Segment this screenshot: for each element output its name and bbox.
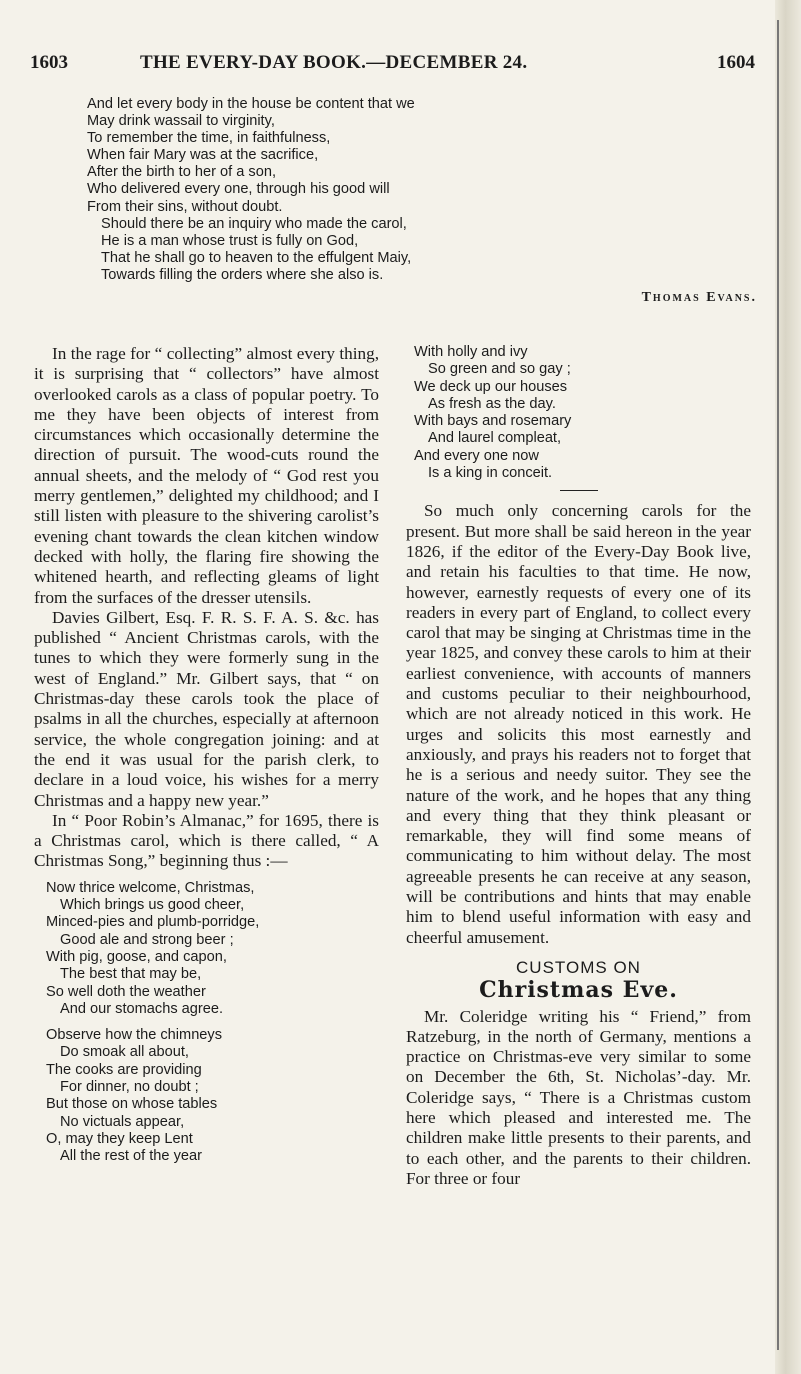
verse-line: With pig, goose, and capon, [46, 948, 227, 965]
poem-line: From their sins, without doubt. [87, 198, 283, 215]
verse-line: As fresh as the day. [428, 395, 556, 412]
verse-line: So green and so gay ; [428, 361, 571, 378]
poem-line: To remember the time, in faithfulness, [87, 130, 331, 147]
section-rule [560, 490, 598, 491]
adjacent-page-edge [775, 0, 801, 1374]
page-number-right: 1604 [717, 52, 755, 73]
verse-line: Which brings us good cheer, [60, 897, 245, 914]
verse-line: The best that may be, [60, 966, 202, 983]
right-column [406, 344, 751, 1189]
verse-line: We deck up our houses [414, 378, 568, 395]
paragraph: In “ Poor Robin’s Almanac,” for 1695, there is a Christmas carol, which is there called, “ A Christmas Song,” beginning thus :— [34, 810, 379, 871]
verse-line: Minced-pies and plumb-porridge, [46, 914, 260, 931]
verse-line: And every one now [414, 447, 539, 464]
carol-verse [34, 880, 379, 1166]
paragraph: Mr. Coleridge writing his “ Friend,” from Ratzeburg, in the north of Germany, mentions a practice on Christmas-eve very similar to some on December the 6th, St. Nicholas’-day. Mr. Coleridge says, “ There is a Christmas custom here which pleased and interested me. The children make little presents to their parents, and to each other, and the parents to their children. For three or four [406, 1006, 751, 1188]
verse-line: Now thrice welcome, Christmas, [46, 879, 255, 896]
stanza [46, 1027, 379, 1165]
verse-line: Is a king in conceit. [428, 465, 553, 482]
poem-line: Who delivered every one, through his good will [87, 181, 390, 198]
verse-line: Good ale and strong beer ; [60, 931, 234, 948]
verse-line: All the rest of the year [60, 1148, 202, 1165]
section-heading: CUSTOMS ON [516, 957, 641, 977]
page-number-left: 1603 [30, 52, 68, 73]
poem-signature: Thomas Evans. [641, 290, 757, 305]
verse-line: For dinner, no doubt ; [60, 1078, 199, 1095]
poem-line: And let every body in the house be content that we [87, 96, 415, 112]
poem-line: Should there be an inquiry who made the carol, [101, 215, 407, 232]
running-header [30, 52, 755, 78]
paragraph: So much only concerning carols for the present. But more shall be said hereon in the year 1826, if the editor of the Every-Day Book live, and retain his faculties to that time. He now, however, earnestly requests of every one of its readers in every part of England, to collect every carol that may be singing at Christmas time in the year 1825, and convey these carols to him at their earliest convenience, with accounts of manners and customs peculiar to their neighbourhood, which are not already noticed in this work. He urges and solicits this most earnestly and anxiously, and prays his readers not to forget that he is a serious and needy suitor. They see the nature of the work, and he hopes that any thing and every thing that they think pleasant or remarkable, they will find some means of communicating to him without delay. The most agreeable presents he can receive at any season, will be contributions and hints that may enable him to blend useful information with easy and cheerful amusement. [406, 501, 751, 947]
verse-line: But those on whose tables [46, 1096, 218, 1113]
paragraph: In the rage for “ collecting” almost every thing, it is surprising that “ collectors” have almost overlooked carols as a class of popular poetry. To me they have been objects of interest from circumstances which occasionally determine the direction of pursuit. The wood-cuts round the annual sheets, and the melody of “ God rest you merry gentlemen,” delighted my childhood; and I still listen with pleasure to the shivering carolist’s evening chant towards the clean kitchen window decked with holly, the flaring fire showing the whitened hearth, and reflecting gleams of light from the surfaces of the dresser utensils. [34, 344, 379, 607]
verse-line: O, may they keep Lent [46, 1130, 193, 1147]
poem-line: After the birth to her of a son, [87, 164, 277, 181]
paragraph: Davies Gilbert, Esq. F. R. S. F. A. S. &c. has published “ Ancient Christmas carols, with the tunes to which they were formerly sung in the west of England.” Mr. Gilbert says, that “ on Christmas-day these carols took the place of psalms in all the churches, especially at afternoon service, the whole congregation joining: and at the end it was usual for the parish clerk, to declare in a loud voice, his wishes for a merry Christmas and a happy new year.” [34, 607, 379, 810]
verse-line: With holly and ivy [414, 344, 528, 360]
verse-line: No victuals appear, [60, 1113, 185, 1130]
poem-line: May drink wassail to virginity, [87, 113, 275, 130]
verse-line: And laurel compleat, [428, 430, 562, 447]
verse-line: Observe how the chimneys [46, 1027, 223, 1044]
poem-line: That he shall go to heaven to the effulgent Maiy, [101, 249, 412, 266]
verse-line: Do smoak all about, [60, 1044, 189, 1061]
carol-verse-continued [406, 344, 751, 482]
top-poem [87, 96, 415, 284]
stanza [46, 880, 379, 1018]
verse-line: So well doth the weather [46, 983, 206, 1000]
page-gutter-line [777, 20, 779, 1350]
poem-line: Towards filling the orders where she also is. [101, 266, 384, 283]
poem-line: When fair Mary was at the sacrifice, [87, 147, 319, 164]
left-column [34, 344, 379, 1174]
verse-line: And our stomachs agree. [60, 1000, 224, 1017]
running-title: THE EVERY-DAY BOOK.—DECEMBER 24. [140, 52, 528, 73]
verse-line: The cooks are providing [46, 1061, 202, 1078]
verse-line: With bays and rosemary [414, 413, 572, 430]
section-subheading: Christmas Eve. [479, 977, 678, 1004]
poem-line: He is a man whose trust is fully on God, [101, 232, 359, 249]
